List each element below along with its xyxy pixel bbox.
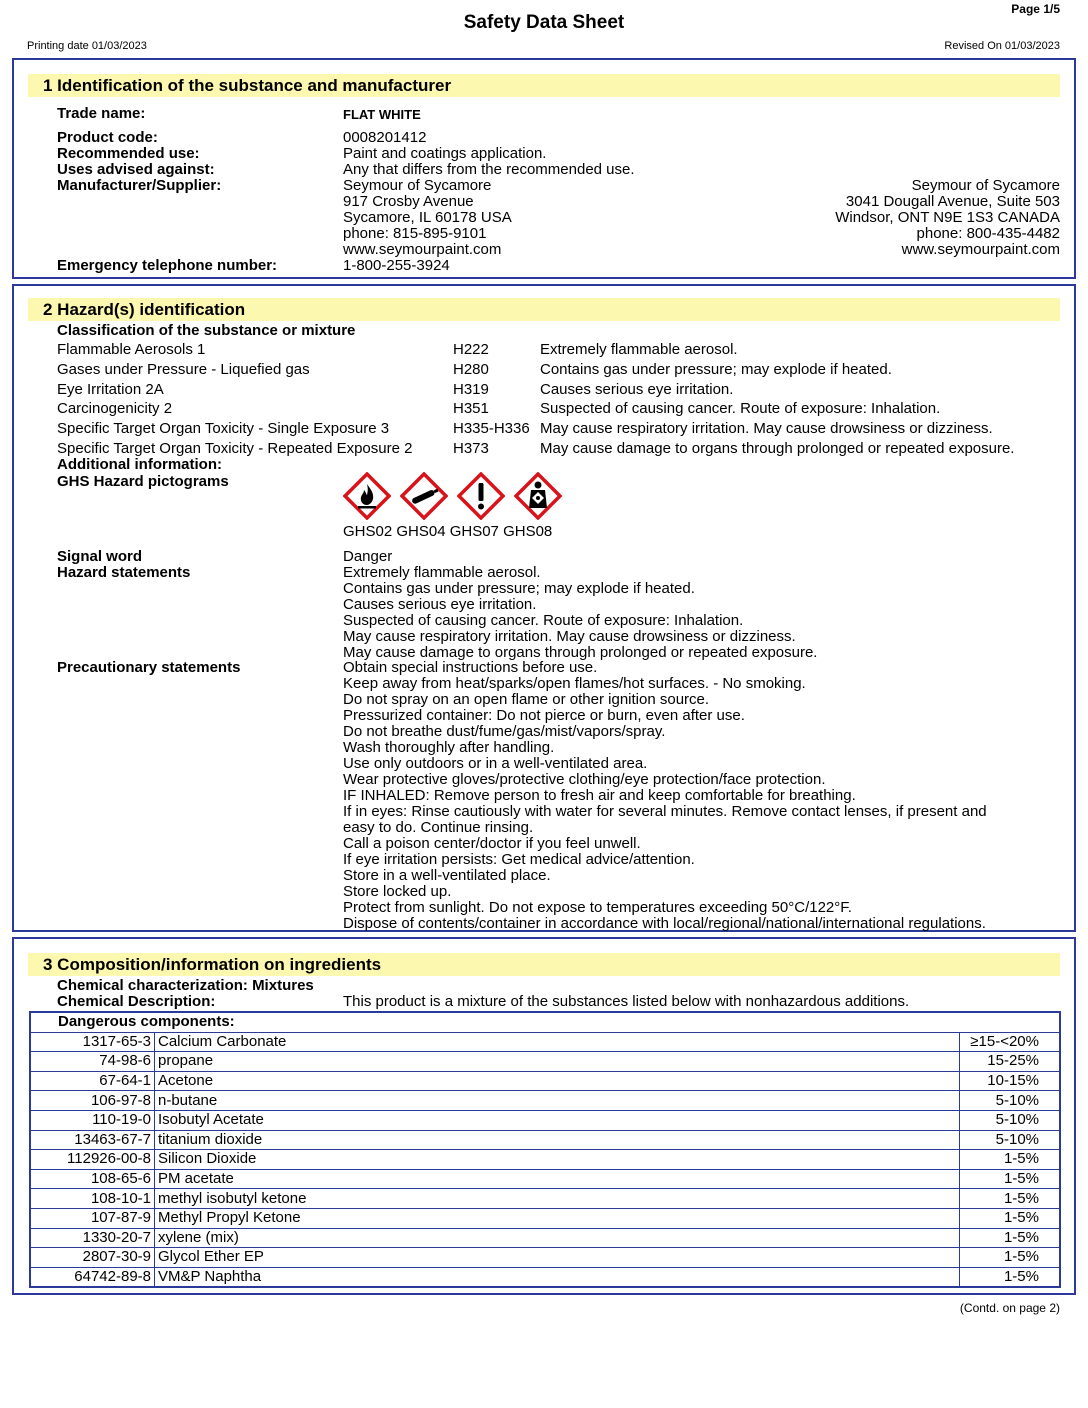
component-percent: 5-10% [960, 1110, 1060, 1130]
signal-word-value: Danger [343, 548, 393, 565]
product-code-label: Product code: [57, 129, 158, 146]
component-percent: 5-10% [960, 1091, 1060, 1111]
component-percent: 1-5% [960, 1169, 1060, 1189]
hazard-text: May cause respiratory irritation. May cause drowsiness or dizziness. [540, 420, 993, 437]
gas-cylinder-icon [400, 472, 448, 520]
hazard-text: Suspected of causing cancer. Route of exposure: Inhalation. [540, 400, 941, 417]
precautionary-label: Precautionary statements [57, 659, 241, 676]
table-row [31, 1169, 1060, 1189]
supplier-us-line: www.seymourpaint.com [343, 241, 502, 258]
precautionary-statements [343, 660, 987, 932]
precautionary-statement: If eye irritation persists: Get medical advice/attention. [343, 851, 695, 868]
cas-number: 13463-67-7 [31, 1130, 155, 1150]
component-name: Methyl Propyl Ketone [155, 1208, 960, 1228]
supplier-us-line: 917 Crosby Avenue [343, 193, 474, 210]
hazard-statement: Contains gas under pressure; may explode if heated. [343, 580, 695, 597]
components-label: Dangerous components: [31, 1013, 1060, 1033]
section-composition [12, 937, 1076, 1295]
hazard-class: Specific Target Organ Toxicity - Repeated Exposure 2 [57, 440, 413, 457]
component-name: PM acetate [155, 1169, 960, 1189]
flame-icon [343, 472, 391, 520]
hazard-code: H319 [453, 381, 489, 398]
health-hazard-icon [514, 472, 562, 520]
component-name: Calcium Carbonate [155, 1032, 960, 1052]
supplier-ca-line: Windsor, ONT N9E 1S3 CANADA [835, 209, 1060, 226]
component-name: Glycol Ether EP [155, 1248, 960, 1268]
precautionary-statement: Do not spray on an open flame or other ignition source. [343, 691, 710, 708]
cas-number: 1330-20-7 [31, 1228, 155, 1248]
table-row [31, 1032, 1060, 1052]
hazard-code: H222 [453, 341, 489, 358]
precautionary-statement: easy to do. Continue rinsing. [343, 819, 534, 836]
cas-number: 108-65-6 [31, 1169, 155, 1189]
document-title: Safety Data Sheet [463, 12, 625, 33]
precautionary-statement: Store locked up. [343, 883, 452, 900]
precautionary-statement: Keep away from heat/sparks/open flames/hot surfaces. - No smoking. [343, 675, 806, 692]
signal-word-label: Signal word [57, 548, 143, 565]
cas-number: 112926-00-8 [31, 1150, 155, 1170]
printing-date: Printing date 01/03/2023 [27, 40, 147, 52]
precautionary-statement: IF INHALED: Remove person to fresh air and keep comfortable for breathing. [343, 787, 856, 804]
table-row [31, 1189, 1060, 1209]
supplier-ca-line: phone: 800-435-4482 [916, 225, 1060, 242]
precautionary-statement: Call a poison center/doctor if you feel unwell. [343, 835, 641, 852]
hazard-statement: May cause respiratory irritation. May cause drowsiness or dizziness. [343, 628, 796, 645]
hazard-statement: Extremely flammable aerosol. [343, 564, 541, 581]
cas-number: 67-64-1 [31, 1071, 155, 1091]
table-row [31, 1110, 1060, 1130]
component-name: methyl isobutyl ketone [155, 1189, 960, 1209]
supplier-ca-line: 3041 Dougall Avenue, Suite 503 [845, 193, 1060, 210]
hazard-class: Flammable Aerosols 1 [57, 341, 206, 358]
classification-label: Classification of the substance or mixture [57, 322, 356, 339]
cas-number: 74-98-6 [31, 1052, 155, 1072]
supplier-us-line: Seymour of Sycamore [343, 177, 492, 194]
table-row [31, 1052, 1060, 1072]
table-row [31, 1208, 1060, 1228]
component-percent: 1-5% [960, 1189, 1060, 1209]
section-identification [12, 58, 1076, 279]
supplier-us-line: phone: 815-895-9101 [343, 225, 487, 242]
cas-number: 1317-65-3 [31, 1032, 155, 1052]
table-row [31, 1248, 1060, 1268]
hazard-text: May cause damage to organs through prolonged or repeated exposure. [540, 440, 1015, 457]
component-name: VM&P Naphtha [155, 1267, 960, 1287]
precautionary-statement: If in eyes: Rinse cautiously with water for several minutes. Remove contact lenses, if present and [343, 803, 987, 820]
section-hazards [12, 284, 1076, 932]
uses-against-value: Any that differs from the recommended use. [343, 161, 635, 178]
precautionary-statement: Wash thoroughly after handling. [343, 739, 555, 756]
hazard-statement: Suspected of causing cancer. Route of exposure: Inhalation. [343, 612, 744, 629]
cas-number: 106-97-8 [31, 1091, 155, 1111]
component-name: xylene (mix) [155, 1228, 960, 1248]
trade-name-value: FLAT WHITE [343, 107, 421, 122]
section-heading: 3 Composition/information on ingredients [28, 953, 1060, 976]
hazard-class: Gases under Pressure - Liquefied gas [57, 361, 310, 378]
hazard-statement: Causes serious eye irritation. [343, 596, 537, 613]
component-percent: 1-5% [960, 1267, 1060, 1287]
hazard-class: Specific Target Organ Toxicity - Single Exposure 3 [57, 420, 390, 437]
precautionary-statement: Obtain special instructions before use. [343, 659, 598, 676]
supplier-ca-address [835, 178, 1060, 258]
table-row [31, 1267, 1060, 1287]
precautionary-statement: Protect from sunlight. Do not expose to temperatures exceeding 50°C/122°F. [343, 899, 852, 916]
recommended-use-value: Paint and coatings application. [343, 145, 547, 162]
table-row [31, 1150, 1060, 1170]
cas-number: 64742-89-8 [31, 1267, 155, 1287]
supplier-us-line: Sycamore, IL 60178 USA [343, 209, 512, 226]
component-name: n-butane [155, 1091, 960, 1111]
cas-number: 108-10-1 [31, 1189, 155, 1209]
cas-number: 2807-30-9 [31, 1248, 155, 1268]
section-heading: 2 Hazard(s) identification [28, 298, 1060, 321]
precautionary-statement: Dispose of contents/container in accordance with local/regional/national/international regulations. [343, 915, 986, 932]
precautionary-statement: Wear protective gloves/protective clothing/eye protection/face protection. [343, 771, 826, 788]
component-name: Acetone [155, 1071, 960, 1091]
revised-date: Revised On 01/03/2023 [944, 40, 1060, 52]
component-percent: ≥15-<20% [960, 1032, 1060, 1052]
product-code-value: 0008201412 [343, 129, 427, 146]
hazard-code: H373 [453, 440, 489, 457]
page-number: Page 1/5 [1011, 2, 1060, 16]
hazard-statements [343, 565, 817, 661]
pictograms-label: GHS Hazard pictograms [57, 473, 229, 490]
pictogram-codes: GHS02 GHS04 GHS07 GHS08 [343, 523, 553, 540]
classification-row [57, 419, 1067, 439]
hazard-text: Contains gas under pressure; may explode if heated. [540, 361, 892, 378]
supplier-ca-line: www.seymourpaint.com [901, 241, 1060, 258]
additional-info-label: Additional information: [57, 456, 222, 473]
hazard-statements-label: Hazard statements [57, 564, 191, 581]
component-name: propane [155, 1052, 960, 1072]
component-percent: 1-5% [960, 1248, 1060, 1268]
continued-note: (Contd. on page 2) [959, 1301, 1060, 1315]
hazard-text: Extremely flammable aerosol. [540, 341, 738, 358]
table-row [31, 1091, 1060, 1111]
emergency-number: 1-800-255-3924 [343, 257, 450, 274]
classification-row [57, 380, 1067, 400]
emergency-label: Emergency telephone number: [57, 257, 278, 274]
manufacturer-label: Manufacturer/Supplier: [57, 177, 222, 194]
pictogram-row [343, 472, 573, 522]
characterization-label: Chemical characterization: Mixtures [57, 977, 314, 994]
hazard-text: Causes serious eye irritation. [540, 381, 734, 398]
exclamation-mark-icon [457, 472, 505, 520]
classification-row [57, 399, 1067, 419]
description-label: Chemical Description: [57, 993, 216, 1010]
section-heading: 1 Identification of the substance and manufacturer [28, 74, 1060, 97]
component-name: titanium dioxide [155, 1130, 960, 1150]
precautionary-statement: Pressurized container: Do not pierce or burn, even after use. [343, 707, 745, 724]
classification-row [57, 360, 1067, 380]
components-table [29, 1011, 1061, 1288]
precautionary-statement: Use only outdoors or in a well-ventilated area. [343, 755, 648, 772]
component-name: Isobutyl Acetate [155, 1110, 960, 1130]
component-percent: 15-25% [960, 1052, 1060, 1072]
hazard-statement: May cause damage to organs through prolonged or repeated exposure. [343, 644, 818, 661]
hazard-code: H351 [453, 400, 489, 417]
description-value: This product is a mixture of the substances listed below with nonhazardous additions. [343, 993, 910, 1010]
component-name: Silicon Dioxide [155, 1150, 960, 1170]
recommended-use-label: Recommended use: [57, 145, 200, 162]
cas-number: 110-19-0 [31, 1110, 155, 1130]
table-row [31, 1130, 1060, 1150]
table-row [31, 1071, 1060, 1091]
component-percent: 5-10% [960, 1130, 1060, 1150]
component-percent: 1-5% [960, 1228, 1060, 1248]
component-percent: 10-15% [960, 1071, 1060, 1091]
precautionary-statement: Store in a well-ventilated place. [343, 867, 551, 884]
classification-row [57, 340, 1067, 360]
supplier-us-address [343, 178, 512, 258]
supplier-ca-line: Seymour of Sycamore [911, 177, 1060, 194]
component-percent: 1-5% [960, 1208, 1060, 1228]
uses-against-label: Uses advised against: [57, 161, 215, 178]
trade-name-label: Trade name: [57, 105, 146, 122]
cas-number: 107-87-9 [31, 1208, 155, 1228]
hazard-code: H335-H336 [453, 420, 530, 437]
table-header-row [31, 1013, 1060, 1033]
component-percent: 1-5% [960, 1150, 1060, 1170]
hazard-class: Carcinogenicity 2 [57, 400, 173, 417]
hazard-code: H280 [453, 361, 489, 378]
hazard-class: Eye Irritation 2A [57, 381, 164, 398]
table-row [31, 1228, 1060, 1248]
precautionary-statement: Do not breathe dust/fume/gas/mist/vapors/spray. [343, 723, 666, 740]
